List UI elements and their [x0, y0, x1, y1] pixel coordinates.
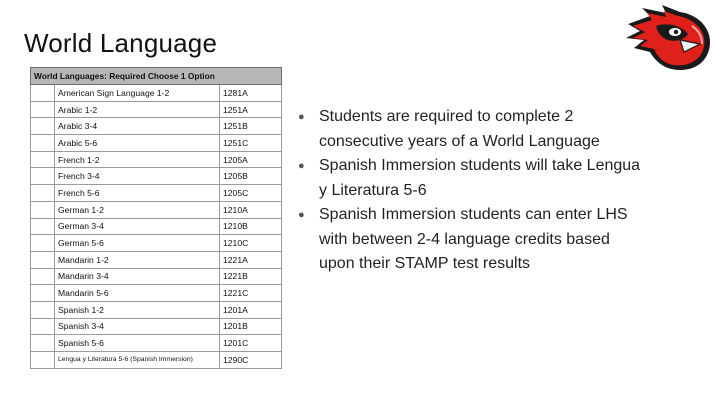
course-code-cell: 1251B: [220, 118, 282, 135]
table-row: [31, 85, 282, 102]
table-row: [31, 251, 282, 268]
bullet-item: [298, 203, 648, 277]
table-cell-blank: [31, 218, 55, 235]
table-cell-blank: [31, 301, 55, 318]
course-code-cell: 1221B: [220, 268, 282, 285]
table-row: [31, 201, 282, 218]
table-cell-blank: [31, 85, 55, 102]
course-code-cell: 1281A: [220, 85, 282, 102]
table-cell-blank: [31, 335, 55, 352]
table-row: [31, 285, 282, 302]
course-code-cell: 1290C: [220, 352, 282, 369]
table-row: [31, 168, 282, 185]
bullet-dot-icon: ●: [298, 111, 305, 123]
table-header: World Languages: Required Choose 1 Option: [31, 68, 282, 85]
table-row: [31, 318, 282, 335]
table-cell-blank: [31, 135, 55, 152]
bullet-item: [298, 105, 648, 154]
course-table: [30, 67, 282, 369]
course-name-cell: French 1-2: [55, 151, 220, 168]
table-row: [31, 335, 282, 352]
bullet-text: Spanish Immersion students can enter LHS with between 2-4 language credits based upon their STAMP test results: [319, 206, 628, 272]
course-code-cell: 1205A: [220, 151, 282, 168]
course-name-cell: Spanish 5-6: [55, 335, 220, 352]
table-row: [31, 185, 282, 202]
table-cell-blank: [31, 118, 55, 135]
course-code-cell: 1221A: [220, 251, 282, 268]
bullet-text: Spanish Immersion students will take Lengua y Literatura 5-6: [319, 157, 641, 199]
table-row: [31, 268, 282, 285]
course-code-cell: 1201A: [220, 301, 282, 318]
course-name-cell: German 5-6: [55, 235, 220, 252]
course-name-cell: Spanish 1-2: [55, 301, 220, 318]
table-cell-blank: [31, 235, 55, 252]
course-code-cell: 1201C: [220, 335, 282, 352]
table-row: [31, 352, 282, 369]
bullet-list: [298, 105, 648, 277]
course-code-cell: 1210B: [220, 218, 282, 235]
course-name-cell: French 5-6: [55, 185, 220, 202]
course-name-cell: American Sign Language 1-2: [55, 85, 220, 102]
table-row: [31, 301, 282, 318]
table-row: [31, 101, 282, 118]
table-cell-blank: [31, 285, 55, 302]
course-name-cell: Mandarin 3-4: [55, 268, 220, 285]
table-cell-blank: [31, 251, 55, 268]
course-code-cell: 1205C: [220, 185, 282, 202]
bullet-text: Students are required to complete 2 consecutive years of a World Language: [319, 108, 600, 150]
course-name-cell: Arabic 5-6: [55, 135, 220, 152]
course-code-cell: 1251A: [220, 101, 282, 118]
table-cell-blank: [31, 168, 55, 185]
table-row: [31, 218, 282, 235]
slide-title: World Language: [24, 28, 218, 58]
course-code-cell: 1221C: [220, 285, 282, 302]
table-cell-blank: [31, 201, 55, 218]
bullet-dot-icon: ●: [298, 160, 305, 172]
course-code-cell: 1201B: [220, 318, 282, 335]
table-cell-blank: [31, 101, 55, 118]
table-row: [31, 235, 282, 252]
course-name-cell: German 1-2: [55, 201, 220, 218]
course-name-cell: Mandarin 5-6: [55, 285, 220, 302]
table-cell-blank: [31, 185, 55, 202]
table-cell-blank: [31, 318, 55, 335]
course-name-cell: Spanish 3-4: [55, 318, 220, 335]
table-row: [31, 135, 282, 152]
cardinal-bird-mascot-icon: [620, 4, 714, 74]
bullet-dot-icon: ●: [298, 209, 305, 221]
table-cell-blank: [31, 268, 55, 285]
course-code-cell: 1251C: [220, 135, 282, 152]
table-cell-blank: [31, 352, 55, 369]
course-table-body: [31, 85, 282, 369]
table-row: [31, 118, 282, 135]
course-name-cell: Arabic 3-4: [55, 118, 220, 135]
course-code-cell: 1205B: [220, 168, 282, 185]
course-name-cell: Lengua y Literatura 5-6 (Spanish Immersion): [55, 352, 220, 369]
course-name-cell: Arabic 1-2: [55, 101, 220, 118]
table-cell-blank: [31, 151, 55, 168]
table-row: [31, 151, 282, 168]
course-name-cell: Mandarin 1-2: [55, 251, 220, 268]
course-name-cell: German 3-4: [55, 218, 220, 235]
course-code-cell: 1210A: [220, 201, 282, 218]
table-header-row: [31, 68, 282, 85]
course-code-cell: 1210C: [220, 235, 282, 252]
bullet-item: [298, 154, 648, 203]
course-name-cell: French 3-4: [55, 168, 220, 185]
